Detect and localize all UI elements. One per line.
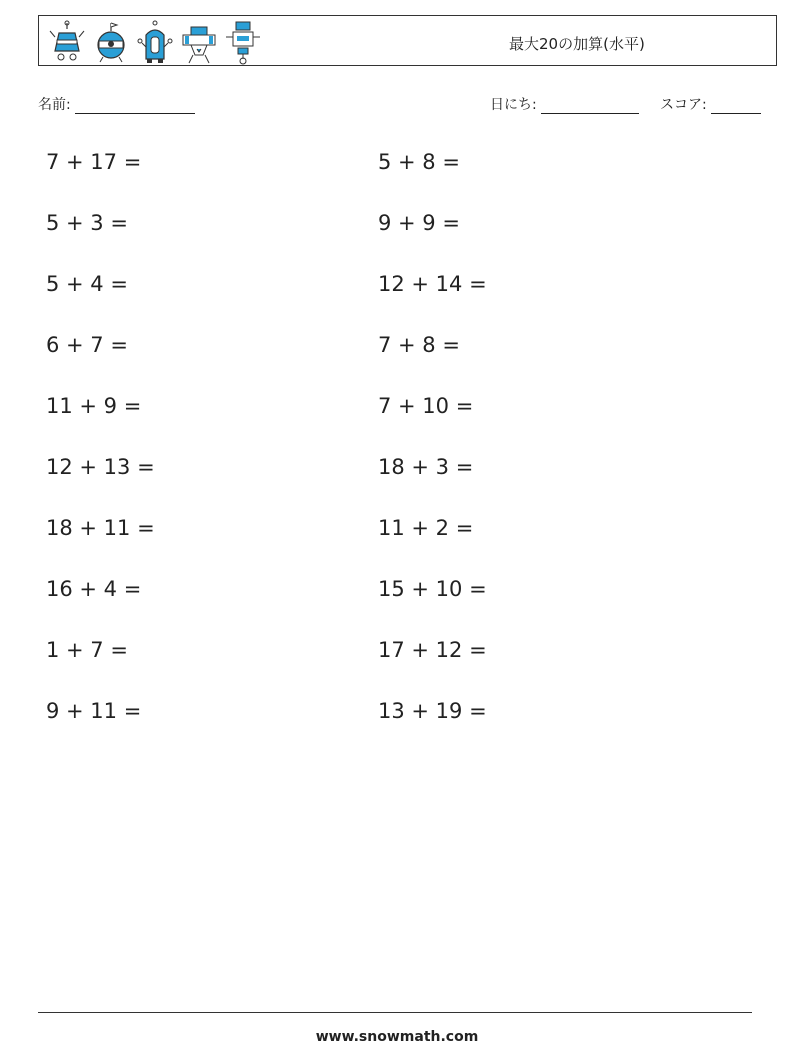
problem-left-1: 7 + 17 = — [46, 150, 142, 174]
score-blank[interactable] — [711, 99, 761, 114]
problem-right-3: 12 + 14 = — [378, 272, 487, 296]
problem-right-4: 7 + 8 = — [378, 333, 460, 357]
problem-right-6: 18 + 3 = — [378, 455, 474, 479]
problem-left-7: 18 + 11 = — [46, 516, 155, 540]
name-field — [38, 94, 195, 114]
worksheet-title: 最大20の加算(水平) — [509, 35, 645, 53]
robot-3-icon — [135, 19, 175, 65]
date-blank[interactable] — [541, 99, 639, 114]
footer-divider — [38, 1012, 752, 1013]
problem-left-8: 16 + 4 = — [46, 577, 142, 601]
name-label: 名前: — [38, 97, 71, 113]
problem-right-7: 11 + 2 = — [378, 516, 474, 540]
robot-4-icon — [179, 19, 219, 65]
date-field — [490, 94, 639, 114]
problem-right-8: 15 + 10 = — [378, 577, 487, 601]
problem-left-10: 9 + 11 = — [46, 699, 142, 723]
robot-1-icon — [47, 19, 87, 65]
footer-website[interactable]: www.snowmath.com — [315, 1029, 479, 1045]
score-label: スコア: — [660, 97, 707, 113]
robot-5-icon — [223, 19, 263, 65]
robot-2-icon — [91, 19, 131, 65]
problem-right-9: 17 + 12 = — [378, 638, 487, 662]
date-label: 日にち: — [490, 97, 537, 113]
header-box — [38, 15, 777, 66]
robot-icons — [47, 19, 263, 65]
name-blank[interactable] — [75, 99, 195, 114]
problem-left-9: 1 + 7 = — [46, 638, 128, 662]
score-field — [660, 94, 761, 114]
problem-left-4: 6 + 7 = — [46, 333, 128, 357]
problem-right-10: 13 + 19 = — [378, 699, 487, 723]
problem-left-6: 12 + 13 = — [46, 455, 155, 479]
problem-right-2: 9 + 9 = — [378, 211, 460, 235]
problem-left-2: 5 + 3 = — [46, 211, 128, 235]
problem-left-3: 5 + 4 = — [46, 272, 128, 296]
problem-left-5: 11 + 9 = — [46, 394, 142, 418]
problem-right-5: 7 + 10 = — [378, 394, 474, 418]
problem-right-1: 5 + 8 = — [378, 150, 460, 174]
